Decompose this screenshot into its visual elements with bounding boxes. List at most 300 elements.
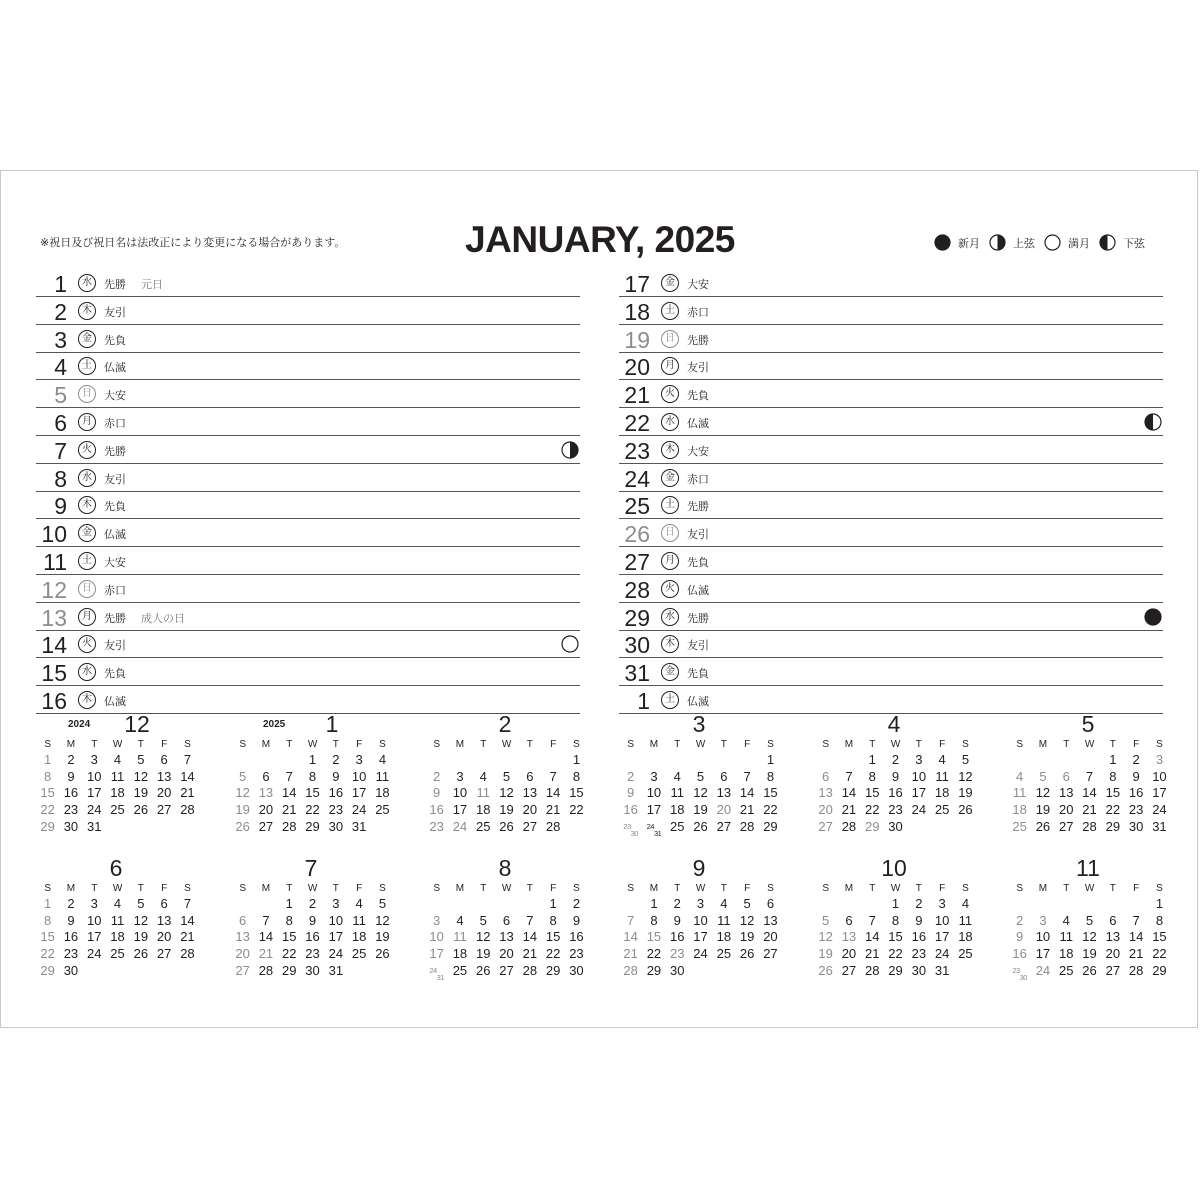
calendar-date: 27 (763, 946, 778, 962)
mini-calendar-grid (1008, 882, 1168, 982)
calendar-date: 3 (355, 752, 363, 767)
calendar-date: 24 (1035, 962, 1051, 978)
day-number: 11 (43, 548, 67, 575)
day-number: 3 (54, 326, 67, 353)
empty-cell (1055, 752, 1078, 769)
rokuyo-label: 大安 (104, 555, 126, 569)
calendar-date: 2 (433, 768, 441, 784)
legend-label: 満月 (1068, 236, 1090, 250)
weekday-label: F (1133, 739, 1140, 750)
calendar-date: 10 (1152, 768, 1167, 784)
calendar-date: 20 (499, 946, 514, 962)
weekday-label: S (962, 739, 969, 750)
calendar-date: 14 (180, 768, 195, 784)
calendar-date: 9 (891, 768, 900, 784)
calendar-date: 1 (572, 752, 581, 767)
calendar-date: 20 (156, 785, 172, 801)
weekday-label: T (526, 739, 533, 750)
calendar-date: 28 (180, 802, 195, 818)
calendar-date: 25 (670, 818, 685, 834)
calendar-date: 11 (110, 768, 125, 784)
calendar-date: 20 (716, 802, 732, 818)
calendar-date: 7 (262, 912, 270, 928)
calendar-date: 15 (1152, 929, 1167, 945)
weekday-label: S (822, 883, 829, 894)
calendar-date: 17 (934, 929, 950, 945)
empty-cell (1078, 896, 1101, 913)
calendar-date: 13 (499, 929, 514, 945)
calendar-date: 5 (1085, 912, 1094, 928)
calendar-date: 10 (351, 768, 367, 784)
rokuyo-label: 友引 (104, 639, 126, 653)
day-number: 21 (624, 382, 650, 409)
calendar-date: 18 (476, 802, 491, 818)
calendar-date: 13 (1105, 929, 1121, 945)
weekday-badge: 水 (78, 663, 96, 681)
weekday-label: S (379, 883, 386, 894)
rokuyo-label: 先勝 (687, 333, 709, 347)
day-row (36, 659, 580, 686)
calendar-date: 24 (452, 818, 468, 834)
calendar-date: 24 (87, 946, 102, 962)
calendar-date: 22 (1152, 946, 1167, 962)
calendar-date: 20 (1059, 802, 1074, 818)
calendar-date: 11 (717, 912, 731, 928)
weekday-badge: 土 (661, 302, 679, 320)
calendar-date: 12 (476, 929, 491, 945)
calendar-date: 19 (235, 802, 250, 818)
mini-calendar-header (619, 710, 779, 738)
weekday-label: T (91, 883, 98, 894)
calendar-date: 11 (453, 929, 467, 945)
calendar-date: 7 (627, 912, 635, 928)
calendar-date: 6 (845, 912, 853, 928)
day-number: 1 (637, 687, 650, 714)
calendar-date: 20 (841, 946, 857, 962)
empty-cell (472, 896, 495, 913)
holiday-note: ※祝日及び祝日名は法改正により変更になる場合があります。 (40, 236, 346, 249)
day-number: 25 (624, 493, 650, 520)
day-number: 24 (624, 465, 650, 492)
calendar-date: 26 (818, 962, 833, 978)
calendar-date: 6 (766, 896, 775, 911)
calendar-date: 13 (258, 785, 274, 801)
calendar-date: 14 (522, 929, 538, 945)
weekday-label: F (161, 739, 168, 750)
rokuyo-label: 仏滅 (104, 694, 126, 708)
rokuyo-label: 友引 (687, 639, 709, 653)
calendar-date: 6 (160, 896, 168, 911)
rokuyo-label: 赤口 (687, 305, 709, 319)
calendar-date: 27 (716, 818, 732, 834)
calendar-date: 2 (1132, 752, 1140, 767)
calendar-date: 4 (673, 768, 681, 784)
day-row (619, 520, 1163, 547)
calendar-date: 14 (841, 785, 857, 801)
weekday-badge: 木 (78, 496, 96, 514)
calendar-date: 22 (865, 802, 880, 818)
day-row (36, 465, 580, 492)
calendar-date: 19 (739, 929, 755, 945)
mini-calendar-grid (231, 738, 391, 835)
calendar-date: 9 (915, 912, 923, 928)
calendar-date: 19 (133, 929, 149, 945)
calendar-date: 12 (1082, 929, 1097, 945)
calendar-date: 3 (696, 896, 705, 911)
calendar-date: 4 (1016, 768, 1024, 784)
calendar-date: 14 (180, 912, 195, 928)
calendar-date: 25 (351, 946, 367, 962)
empty-cell (518, 752, 541, 769)
calendar-date: 27 (1059, 818, 1074, 834)
weekday-label: F (550, 739, 557, 750)
calendar-date: 5 (696, 768, 705, 784)
calendar-date: 1 (285, 896, 293, 911)
calendar-date: 21 (865, 946, 880, 962)
legend-label: 新月 (958, 236, 980, 250)
weekday-badge: 月 (661, 357, 679, 375)
calendar-date: 8 (1109, 768, 1117, 784)
rokuyo-label: 先負 (104, 667, 126, 681)
day-list-right (619, 270, 1163, 715)
calendar-date: 28 (1128, 962, 1144, 978)
mini-calendar-grid (814, 882, 974, 979)
calendar-date: 29 (865, 818, 880, 834)
mini-calendar-grid (425, 738, 585, 835)
day-number: 23 (624, 437, 650, 464)
weekday-label: S (1016, 739, 1023, 750)
calendar-date: 10 (452, 785, 468, 801)
rokuyo-label: 先負 (104, 500, 126, 514)
calendar-date: 19 (1082, 946, 1097, 962)
calendar-date: 17 (1035, 946, 1051, 962)
calendar-date: 26 (375, 946, 390, 962)
calendar-date: 28 (180, 946, 195, 962)
calendar-date: 12 (375, 912, 390, 928)
calendar-date: 5 (1039, 768, 1047, 784)
mini-calendar-header (619, 854, 779, 882)
calendar-date: 11 (352, 912, 366, 928)
year-label: 2024 (68, 719, 91, 730)
mini-calendar-month-6 (36, 854, 196, 979)
weekday-label: T (332, 739, 339, 750)
calendar-date: 12 (1035, 785, 1051, 801)
calendar-date: 31 (87, 818, 102, 834)
calendar-date: 16 (1128, 785, 1144, 801)
day-row (619, 548, 1163, 575)
weekday-label: M (455, 739, 465, 750)
calendar-date: 11 (1059, 929, 1073, 945)
mini-calendar-header (425, 710, 585, 738)
rokuyo-label: 友引 (104, 472, 126, 486)
calendar-date: 15 (1105, 785, 1121, 801)
calendar-date: 7 (285, 768, 293, 784)
calendar-date: 5 (961, 752, 970, 767)
weekday-label: S (239, 739, 246, 750)
mini-calendar-month-7 (231, 854, 391, 979)
empty-cell (1078, 752, 1101, 769)
calendar-date: 24 (328, 946, 344, 962)
day-row (619, 437, 1163, 464)
calendar-date: 9 (673, 912, 681, 928)
rokuyo-label: 先勝 (687, 500, 709, 514)
calendar-date: 21 (623, 946, 638, 962)
mini-calendar-month-11 (1008, 854, 1168, 982)
calendar-date: 18 (1012, 802, 1027, 818)
day-number: 26 (624, 521, 650, 548)
calendar-date: 18 (351, 929, 367, 945)
month-number: 10 (881, 855, 907, 881)
weekday-label: T (286, 739, 293, 750)
month-number: 8 (498, 855, 512, 881)
calendar-date: 12 (235, 785, 250, 801)
day-row (36, 631, 580, 658)
mini-calendar-header (231, 710, 391, 738)
mini-calendar-header (36, 710, 196, 738)
empty-cell (1101, 896, 1124, 913)
calendar-date: 24 (911, 802, 927, 818)
empty-cell (472, 752, 495, 769)
calendar-date: 16 (63, 929, 79, 945)
calendar-date: 5 (137, 752, 145, 767)
calendar-date: 2 (572, 896, 581, 911)
calendar-date: 3 (456, 768, 464, 784)
calendar-date: 30 (569, 962, 584, 978)
calendar-date: 14 (1128, 929, 1144, 945)
empty-cell (689, 752, 712, 769)
calendar-date: 14 (282, 785, 297, 801)
calendar-date: 6 (1109, 912, 1117, 928)
empty-cell (231, 752, 254, 769)
weekday-label: F (356, 739, 363, 750)
day-row (36, 604, 580, 631)
calendar-date: 8 (549, 912, 557, 928)
empty-cell (518, 896, 541, 913)
calendar-date: 12 (133, 912, 149, 928)
calendar-date: 8 (308, 768, 317, 784)
day-row (619, 298, 1163, 325)
calendar-date: 19 (1035, 802, 1051, 818)
moon-phase (561, 635, 579, 658)
calendar-date: 10 (328, 912, 344, 928)
empty-cell (425, 896, 448, 913)
day-number: 2 (54, 298, 67, 325)
calendar-date: 11 (1012, 785, 1027, 801)
calendar-date: 19 (958, 785, 973, 801)
calendar-date: 16 (888, 785, 903, 801)
calendar-date: 7 (1132, 912, 1140, 928)
day-row (36, 298, 580, 325)
weekday-label: W (501, 739, 512, 750)
calendar-date: 21 (180, 929, 195, 945)
calendar-date: 10 (87, 912, 102, 928)
calendar-date-combined: $^{23}_{30}$ (623, 821, 638, 838)
empty-cell (712, 752, 735, 769)
calendar-date: 26 (1035, 818, 1051, 834)
weekday-badge: 日 (78, 385, 96, 403)
calendar-date: 22 (646, 946, 662, 962)
day-number: 28 (624, 576, 650, 603)
rokuyo-label: 仏滅 (687, 694, 709, 708)
mini-calendar-header (814, 854, 974, 882)
calendar-date: 31 (351, 818, 367, 834)
last-quarter-icon (1144, 413, 1162, 431)
calendar-date: 15 (40, 785, 55, 801)
rokuyo-label: 先勝 (104, 611, 126, 625)
rokuyo-label: 先負 (687, 667, 709, 681)
weekday-label: M (844, 883, 854, 894)
calendar-date: 13 (841, 929, 857, 945)
calendar-date: 30 (1128, 818, 1144, 834)
calendar-date: 29 (40, 962, 55, 978)
calendar-date: 25 (1059, 962, 1074, 978)
calendar-date: 30 (63, 818, 79, 834)
calendar-date: 6 (160, 752, 168, 767)
holiday-name: 元日 (141, 278, 163, 291)
calendar-date: 11 (375, 768, 390, 784)
calendar-date: 29 (763, 818, 778, 834)
weekday-label: M (66, 739, 76, 750)
calendar-date: 2 (915, 896, 923, 911)
calendar-date: 13 (235, 929, 250, 945)
legend-item (934, 234, 980, 251)
calendar-date: 11 (670, 785, 684, 801)
calendar-date: 8 (766, 768, 775, 784)
weekday-label: S (573, 883, 580, 894)
calendar-date: 7 (183, 752, 192, 767)
calendar-date: 28 (841, 818, 857, 834)
calendar-date: 26 (958, 802, 973, 818)
calendar-date: 25 (476, 818, 491, 834)
calendar-date: 17 (693, 929, 708, 945)
calendar-date: 14 (258, 929, 274, 945)
weekday-label: W (1084, 739, 1095, 750)
calendar-date: 15 (569, 785, 584, 801)
calendar-date: 17 (351, 785, 367, 801)
calendar-date: 6 (239, 912, 247, 928)
calendar-date: 3 (1039, 912, 1047, 928)
calendar-date: 23 (305, 946, 320, 962)
legend-item (1099, 234, 1145, 251)
calendar-date: 26 (1082, 962, 1097, 978)
calendar-date: 20 (1105, 946, 1121, 962)
day-number: 16 (41, 687, 67, 714)
day-number: 7 (54, 437, 67, 464)
calendar-date: 21 (841, 802, 857, 818)
calendar-date: 31 (328, 962, 344, 978)
legend-label: 上弦 (1013, 236, 1035, 250)
day-row (619, 659, 1163, 686)
calendar-date: 30 (63, 962, 79, 978)
weekday-label: F (1133, 883, 1140, 894)
weekday-label: S (184, 739, 191, 750)
weekday-badge: 金 (661, 469, 679, 487)
mini-calendar-month-1 (231, 710, 391, 835)
calendar-date: 9 (433, 785, 441, 801)
calendar-date: 29 (1152, 962, 1167, 978)
mini-calendar-grid (619, 882, 779, 979)
weekday-badge: 木 (661, 441, 679, 459)
first-quarter-icon (561, 441, 579, 459)
last-quarter-icon (1099, 234, 1116, 251)
mini-calendar-grid (814, 738, 974, 835)
calendar-date: 7 (868, 912, 876, 928)
calendar-date: 9 (627, 785, 635, 801)
calendar-date: 8 (285, 912, 293, 928)
weekday-label: M (649, 739, 659, 750)
mini-calendar-grid (36, 882, 196, 979)
calendar-date: 28 (865, 962, 880, 978)
calendar-date: 15 (888, 929, 903, 945)
weekday-label: T (674, 883, 681, 894)
weekday-label: S (239, 883, 246, 894)
calendar-date: 27 (258, 818, 274, 834)
calendar-date: 9 (67, 768, 75, 784)
calendar-date: 3 (332, 896, 340, 911)
new-moon-icon (934, 234, 951, 251)
calendar-date: 15 (763, 785, 778, 801)
calendar-date: 10 (646, 785, 662, 801)
calendar-date: 7 (549, 768, 557, 784)
weekday-label: T (720, 883, 727, 894)
calendar-date: 28 (258, 962, 274, 978)
calendar-date: 6 (526, 768, 534, 784)
calendar-date: 1 (766, 752, 775, 767)
calendar-date: 28 (739, 818, 755, 834)
calendar-date: 20 (156, 929, 172, 945)
mini-calendar-header (231, 854, 391, 882)
weekday-label: T (332, 883, 339, 894)
day-row (619, 492, 1163, 519)
empty-cell (837, 752, 860, 769)
calendar-date: 27 (522, 818, 538, 834)
rokuyo-label: 仏滅 (687, 416, 709, 430)
calendar-date: 26 (476, 962, 491, 978)
calendar-date: 7 (743, 768, 751, 784)
calendar-date: 25 (958, 946, 973, 962)
calendar-date: 21 (1128, 946, 1144, 962)
weekday-label: T (915, 739, 922, 750)
calendar-date: 30 (888, 818, 903, 834)
calendar-date: 15 (282, 929, 297, 945)
day-number: 1 (54, 271, 67, 297)
calendar-date: 30 (305, 962, 320, 978)
month-number: 12 (124, 711, 150, 737)
calendar-date: 5 (378, 896, 387, 911)
empty-cell (619, 752, 642, 769)
mini-calendar-header (36, 854, 196, 882)
moon-phase (1144, 608, 1162, 631)
weekday-label: S (44, 883, 51, 894)
day-row (619, 409, 1163, 436)
weekday-label: S (433, 739, 440, 750)
calendar-date: 18 (716, 929, 732, 945)
mini-calendar-month-5 (1008, 710, 1168, 835)
calendar-date: 16 (429, 802, 444, 818)
calendar-date: 30 (328, 818, 344, 834)
calendar-date: 28 (545, 818, 561, 834)
calendar-date: 29 (888, 962, 903, 978)
calendar-date: 7 (845, 768, 853, 784)
calendar-date: 19 (133, 785, 149, 801)
calendar-date: 5 (743, 896, 751, 911)
weekday-badge: 水 (661, 608, 679, 626)
calendar-date: 18 (934, 785, 950, 801)
calendar-date: 29 (305, 818, 320, 834)
mini-calendar-header (814, 710, 974, 738)
day-number: 22 (624, 409, 650, 436)
weekday-label: F (161, 883, 168, 894)
